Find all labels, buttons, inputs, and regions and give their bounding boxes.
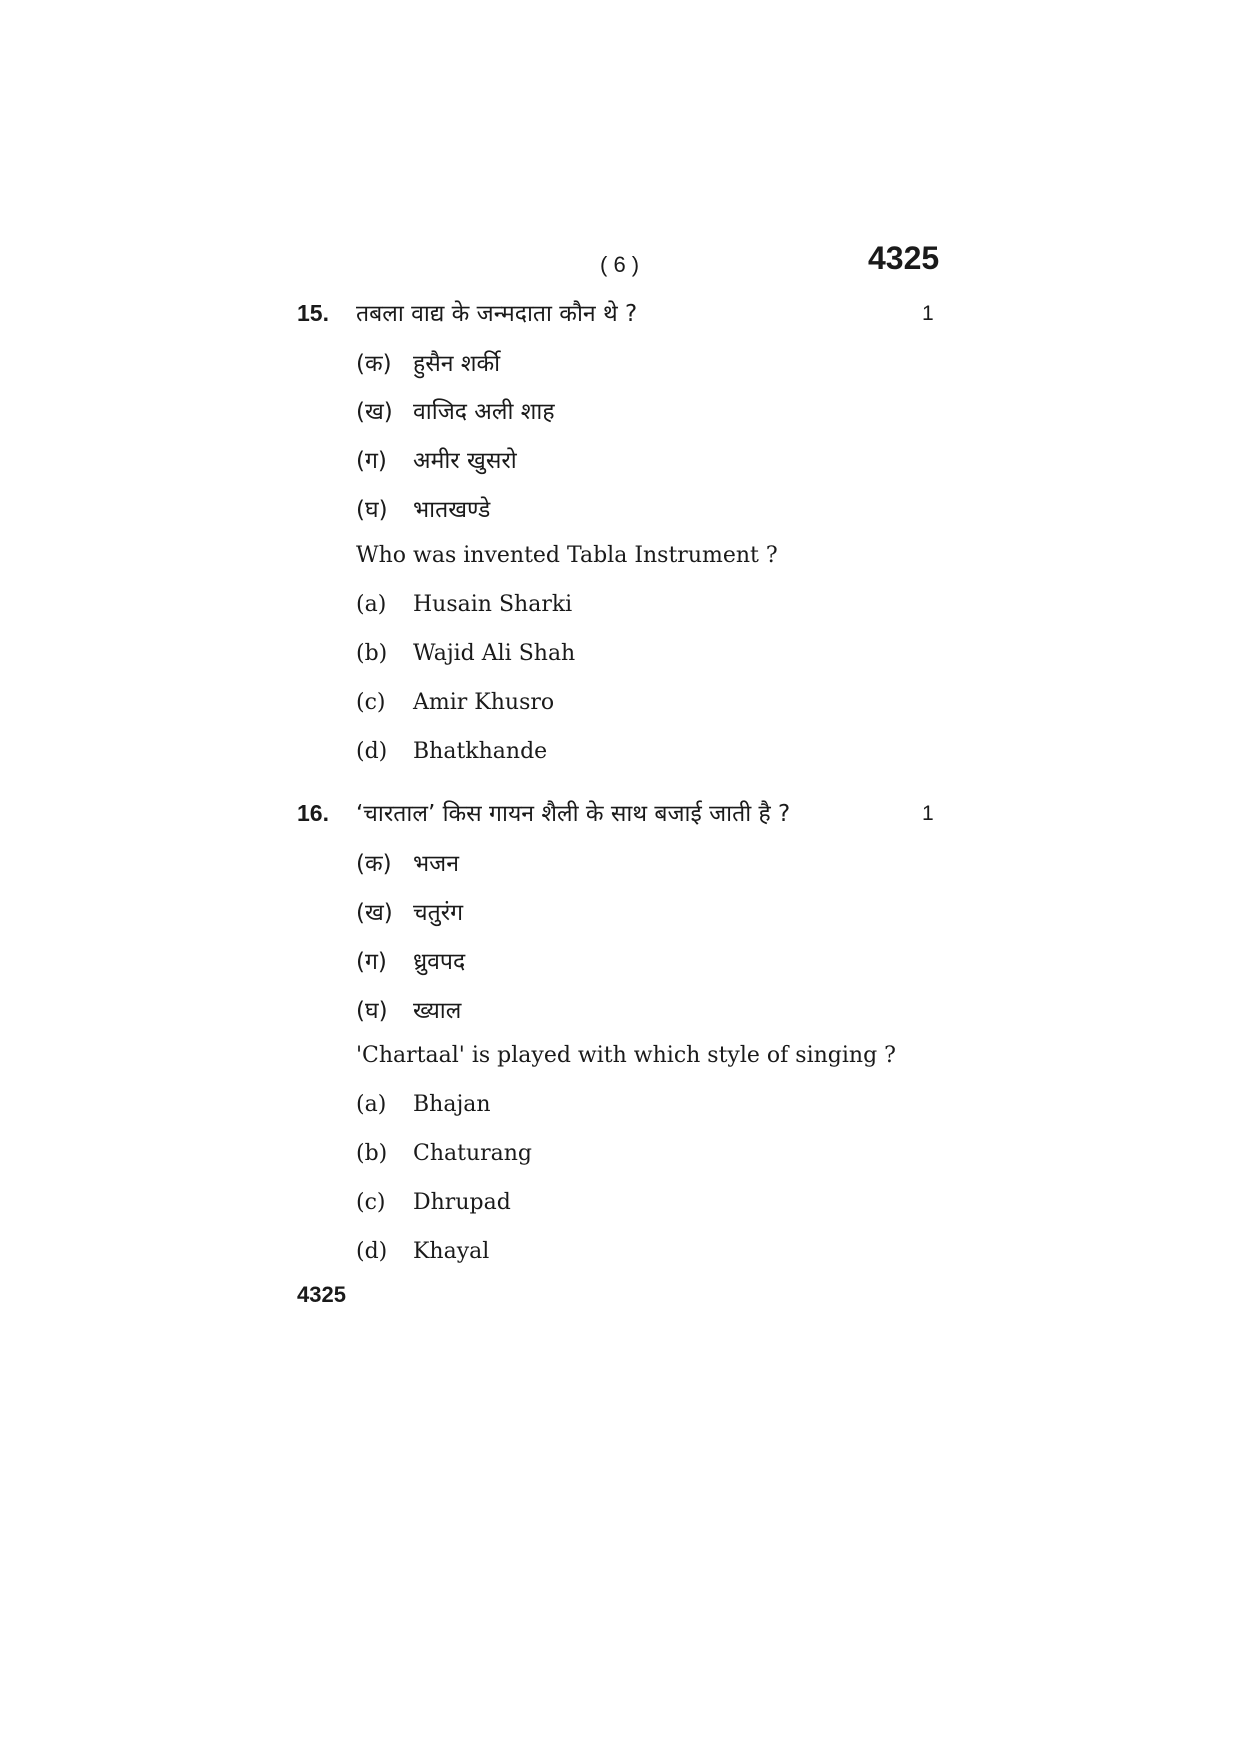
option-text: भातखण्डे xyxy=(413,497,491,523)
option-label: (d) xyxy=(356,1239,388,1264)
question-stem-english: 'Chartaal' is played with which style of singing ? xyxy=(356,1043,896,1068)
option-label: (b) xyxy=(356,1141,388,1166)
option-text: Amir Khusro xyxy=(413,690,555,715)
option-text: Husain Sharki xyxy=(413,592,573,617)
option-label: (घ) xyxy=(356,998,388,1024)
option-label: (क) xyxy=(356,351,392,377)
question-marks: 1 xyxy=(922,802,934,825)
option-label: (c) xyxy=(356,1190,386,1215)
option-text: Dhrupad xyxy=(413,1190,511,1215)
paper-code-bottom: 4325 xyxy=(297,1282,346,1307)
option-label: (a) xyxy=(356,592,387,617)
page-number: ( 6 ) xyxy=(600,252,640,277)
option-text: ध्रुवपद xyxy=(413,949,466,975)
option-label: (a) xyxy=(356,1092,387,1117)
option-text: अमीर खुसरो xyxy=(413,448,517,474)
option-label: (घ) xyxy=(356,497,388,523)
question-stem-english: Who was invented Tabla Instrument ? xyxy=(356,543,778,568)
option-text: भजन xyxy=(413,851,459,877)
option-text: चतुरंग xyxy=(413,900,464,926)
option-label: (ख) xyxy=(356,900,393,926)
question-stem-hindi: तबला वाद्य के जन्मदाता कौन थे ? xyxy=(356,301,638,327)
option-label: (क) xyxy=(356,851,392,877)
question-number: 16. xyxy=(297,800,329,826)
option-text: हुसैन शर्की xyxy=(413,351,501,377)
option-label: (d) xyxy=(356,739,388,764)
option-label: (ग) xyxy=(356,448,387,474)
option-label: (ग) xyxy=(356,949,387,975)
option-label: (ख) xyxy=(356,399,393,425)
option-text: Khayal xyxy=(413,1239,490,1264)
paper-code-top: 4325 xyxy=(868,240,940,276)
option-text: Wajid Ali Shah xyxy=(413,641,576,666)
option-label: (b) xyxy=(356,641,388,666)
question-stem-hindi: ‘चारताल’ किस गायन शैली के साथ बजाई जाती है ? xyxy=(356,801,791,827)
question-marks: 1 xyxy=(922,302,934,325)
option-text: ख्याल xyxy=(413,998,462,1024)
option-text: Bhajan xyxy=(413,1092,491,1117)
question-number: 15. xyxy=(297,300,329,326)
option-text: Chaturang xyxy=(413,1141,533,1166)
option-text: Bhatkhande xyxy=(413,739,548,764)
option-text: वाजिद अली शाह xyxy=(413,399,555,425)
option-label: (c) xyxy=(356,690,386,715)
